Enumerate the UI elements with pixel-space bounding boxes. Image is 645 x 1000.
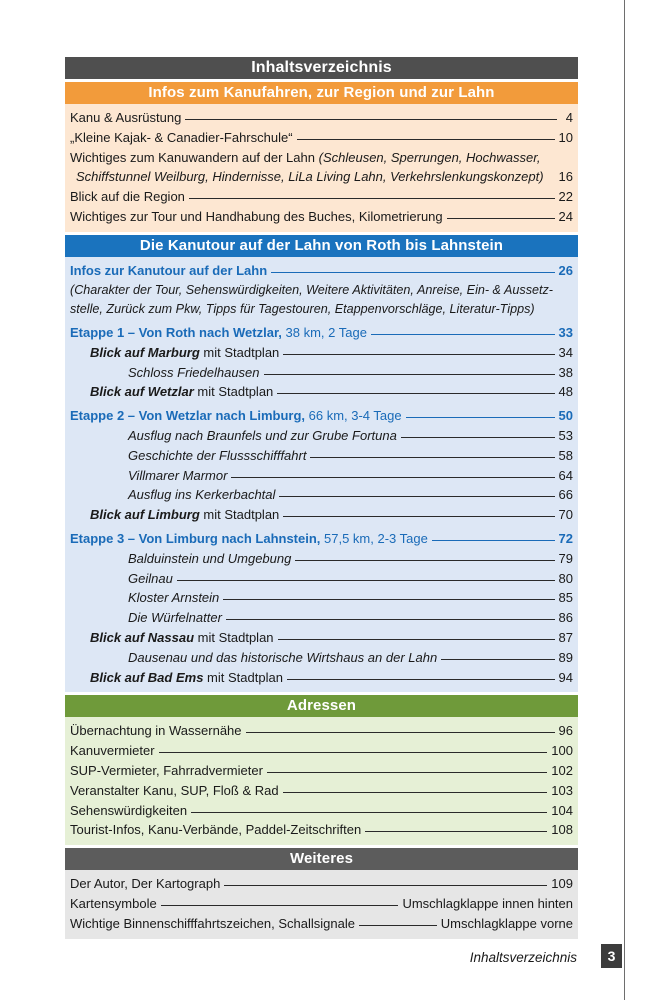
section-header-adressen: Adressen xyxy=(65,695,578,717)
toc-entry-title: „Kleine Kajak- & Canadier-Fahrschule“ xyxy=(70,129,293,145)
leader-line xyxy=(447,218,555,219)
toc-entry-page: 22 xyxy=(558,189,573,205)
stage-title: Etappe 3 – Von Limburg nach Lahnstein, 57,5 km, 2-3 Tage xyxy=(70,530,428,546)
running-title: Inhaltsverzeichnis xyxy=(469,950,577,965)
toc-entry-page: 10 xyxy=(558,129,573,145)
section-weiteres xyxy=(65,870,578,938)
toc-entry[interactable] xyxy=(70,761,573,781)
stage-entry-1[interactable] xyxy=(70,323,573,343)
toc-entry-title: Blick auf Marburg mit Stadtplan xyxy=(90,344,280,360)
toc-entry[interactable] xyxy=(70,741,573,761)
toc-entry-page: Umschlagklappe innen hinten xyxy=(402,895,573,911)
toc-entry-title: Wichtiges zum Kanuwandern auf der Lahn xyxy=(70,149,315,165)
leader-line xyxy=(406,417,555,418)
toc-entry-title: Übernachtung in Wassernähe xyxy=(70,723,242,739)
toc-entry-title: Blick auf Bad Ems mit Stadtplan xyxy=(90,669,283,685)
toc-entry-page: 89 xyxy=(558,649,573,665)
toc-entry-multiline[interactable] xyxy=(70,148,573,168)
toc-entry-page: 100 xyxy=(551,743,573,759)
leader-line xyxy=(271,272,554,273)
toc-entry-page: 87 xyxy=(558,629,573,645)
toc-entry-page: 34 xyxy=(558,344,573,360)
toc-entry-page: 109 xyxy=(551,876,573,892)
leader-line xyxy=(177,580,555,581)
toc-entry-page: 4 xyxy=(565,110,573,125)
section-kanufahren xyxy=(65,104,578,232)
toc-entry-page: 33 xyxy=(558,324,573,340)
leader-line xyxy=(283,354,554,355)
toc-entry-title: Infos zur Kanutour auf der Lahn xyxy=(70,262,268,278)
toc-entry-title: Blick auf Nassau mit Stadtplan xyxy=(90,629,274,645)
toc-entry[interactable] xyxy=(70,801,573,821)
intro-description-line: (Charakter der Tour, Sehenswürdigkeiten, Weitere Aktivitäten, Anreise, Ein- & Aussetz- xyxy=(70,282,553,297)
leader-line xyxy=(224,885,547,886)
section-header-weiteres: Weiteres xyxy=(65,848,578,870)
toc-entry-title: Die Würfelnatter xyxy=(128,610,222,626)
sight-entry[interactable] xyxy=(70,485,573,505)
leader-line xyxy=(365,831,547,832)
leader-line xyxy=(359,925,437,926)
toc-entry-page: 16 xyxy=(558,169,573,185)
sight-entry[interactable] xyxy=(70,363,573,383)
toc-entry-title: Ausflug ins Kerkerbachtal xyxy=(128,487,276,503)
sight-entry[interactable] xyxy=(70,569,573,589)
stage-entry-3[interactable] xyxy=(70,529,573,549)
page-number: 3 xyxy=(601,944,622,968)
toc-entry-page: 24 xyxy=(558,208,573,224)
toc-title: Inhaltsverzeichnis xyxy=(65,57,578,79)
stage-details: 57,5 km, 2-3 Tage xyxy=(320,530,428,546)
city-entry[interactable] xyxy=(70,343,573,363)
toc-entry-continuation xyxy=(70,167,573,187)
toc-entry-title: Blick auf Wetzlar mit Stadtplan xyxy=(90,384,274,400)
leader-line xyxy=(279,496,554,497)
toc-entry-page: 79 xyxy=(558,550,573,566)
toc-entry-page: 86 xyxy=(558,610,573,626)
section-header-kanutour: Die Kanutour auf der Lahn von Roth bis Lahnstein xyxy=(65,235,578,257)
sight-entry[interactable] xyxy=(70,426,573,446)
toc-entry-intro[interactable] xyxy=(70,261,573,281)
toc-entry[interactable] xyxy=(70,108,573,128)
toc-entry-title: Kloster Arnstein xyxy=(128,590,220,606)
leader-line xyxy=(401,437,555,438)
toc-entry[interactable] xyxy=(70,781,573,801)
toc-entry-page: 38 xyxy=(558,364,573,380)
toc-entry[interactable] xyxy=(70,207,573,227)
section-kanutour xyxy=(65,257,578,693)
toc-entry-page: 104 xyxy=(551,802,573,818)
toc-entry-page: 102 xyxy=(551,762,573,778)
toc-entry-title: Sehenswürdigkeiten xyxy=(70,802,188,818)
toc-entry-page: 53 xyxy=(558,427,573,443)
table-of-contents xyxy=(65,57,578,939)
stage-title: Etappe 1 – Von Roth nach Wetzlar, 38 km, 2 Tage xyxy=(70,324,367,340)
toc-entry-title: Wichtiges zur Tour und Handhabung des Buches, Kilometrierung xyxy=(70,208,443,224)
leader-line xyxy=(159,752,548,753)
toc-entry-title: Balduinstein und Umgebung xyxy=(128,550,292,566)
leader-line xyxy=(185,119,557,120)
stage-title: Etappe 2 – Von Wetzlar nach Limburg, 66 km, 3-4 Tage xyxy=(70,408,402,424)
toc-entry-page: 96 xyxy=(558,723,573,739)
toc-entry-page: 66 xyxy=(558,487,573,503)
city-entry[interactable] xyxy=(70,505,573,525)
leader-line xyxy=(226,619,555,620)
sight-entry[interactable] xyxy=(70,466,573,486)
intro-description-line: stelle, Zurück zum Pkw, Tipps für Tagestouren, Etappenvorschläge, Literatur-Tipps) xyxy=(70,301,535,316)
leader-line xyxy=(310,457,554,458)
toc-entry-title: Villmarer Marmor xyxy=(128,467,228,483)
toc-entry-page: 85 xyxy=(558,590,573,606)
stage-details: 66 km, 3-4 Tage xyxy=(305,408,402,424)
sight-entry[interactable] xyxy=(70,588,573,608)
toc-entry-title: SUP-Vermieter, Fahrradvermieter xyxy=(70,762,263,778)
toc-entry[interactable] xyxy=(70,874,573,894)
stage-details: 38 km, 2 Tage xyxy=(281,324,367,340)
leader-line xyxy=(287,679,555,680)
leader-line xyxy=(223,599,554,600)
sight-entry[interactable] xyxy=(70,648,573,668)
sight-entry[interactable] xyxy=(70,549,573,569)
toc-entry-title: Kanu & Ausrüstung xyxy=(70,110,182,125)
section-adressen xyxy=(65,717,578,845)
toc-entry-title: Wichtige Binnenschifffahrtszeichen, Schallsignale xyxy=(70,915,355,931)
toc-entry-title: Blick auf die Region xyxy=(70,189,185,205)
toc-entry-page: 94 xyxy=(558,669,573,685)
toc-entry-title: Blick auf Limburg mit Stadtplan xyxy=(90,507,280,523)
city-entry[interactable] xyxy=(70,668,573,688)
city-entry[interactable] xyxy=(70,382,573,402)
sight-entry[interactable] xyxy=(70,446,573,466)
leader-line xyxy=(278,639,555,640)
toc-entry-page: 64 xyxy=(558,467,573,483)
toc-entry-page: 48 xyxy=(558,384,573,400)
toc-entry[interactable] xyxy=(70,187,573,207)
leader-line xyxy=(283,516,554,517)
toc-entry-title: Kartensymbole xyxy=(70,895,157,911)
sight-entry[interactable] xyxy=(70,608,573,628)
toc-entry-title: Tourist-Infos, Kanu-Verbände, Paddel-Zeitschriften xyxy=(70,822,362,838)
leader-line xyxy=(191,812,547,813)
leader-line xyxy=(295,560,554,561)
leader-line xyxy=(297,139,555,140)
leader-line xyxy=(267,772,547,773)
toc-entry-title: Geilnau xyxy=(128,570,173,586)
toc-entry-title: Veranstalter Kanu, SUP, Floß & Rad xyxy=(70,782,279,798)
toc-entry[interactable] xyxy=(70,820,573,840)
toc-entry-title: Kanuvermieter xyxy=(70,743,155,759)
toc-entry[interactable] xyxy=(70,721,573,741)
page-edge-line xyxy=(624,0,625,1000)
toc-entry-title: Der Autor, Der Kartograph xyxy=(70,876,221,892)
toc-entry-page: 108 xyxy=(551,822,573,838)
toc-entry-page: 50 xyxy=(558,408,573,424)
toc-entry[interactable] xyxy=(70,128,573,148)
toc-entry[interactable] xyxy=(70,894,573,914)
toc-entry-page: 103 xyxy=(551,782,573,798)
toc-entry-note: (Schleusen, Sperrungen, Hochwasser, xyxy=(318,149,541,165)
leader-line xyxy=(231,477,554,478)
city-entry[interactable] xyxy=(70,628,573,648)
toc-entry-page: 72 xyxy=(558,530,573,546)
toc-entry-page: 26 xyxy=(558,262,573,278)
toc-entry-title: Geschichte der Flussschifffahrt xyxy=(128,447,307,463)
toc-entry-note: Schiffstunnel Weilburg, Hindernisse, LiLa Living Lahn, Verkehrslenkungskonzept) xyxy=(76,169,544,185)
leader-line xyxy=(283,792,548,793)
toc-entry-page: 80 xyxy=(558,570,573,586)
toc-entry-page: Umschlagklappe vorne xyxy=(440,915,573,931)
section-header-kanufahren: Infos zum Kanufahren, zur Region und zur Lahn xyxy=(65,82,578,104)
toc-entry-title: Ausflug nach Braunfels und zur Grube Fortuna xyxy=(128,427,397,443)
toc-entry-page: 70 xyxy=(558,507,573,523)
stage-entry-2[interactable] xyxy=(70,406,573,426)
leader-line xyxy=(441,659,554,660)
toc-entry-title: Schloss Friedelhausen xyxy=(128,364,260,380)
toc-entry-page: 58 xyxy=(558,447,573,463)
leader-line xyxy=(161,905,399,906)
toc-entry-title: Dausenau und das historische Wirtshaus an der Lahn xyxy=(128,649,438,665)
leader-line xyxy=(371,334,555,335)
leader-line xyxy=(189,198,555,199)
toc-entry[interactable] xyxy=(70,914,573,934)
leader-line xyxy=(432,540,555,541)
leader-line xyxy=(246,732,555,733)
leader-line xyxy=(277,393,554,394)
leader-line xyxy=(264,374,555,375)
